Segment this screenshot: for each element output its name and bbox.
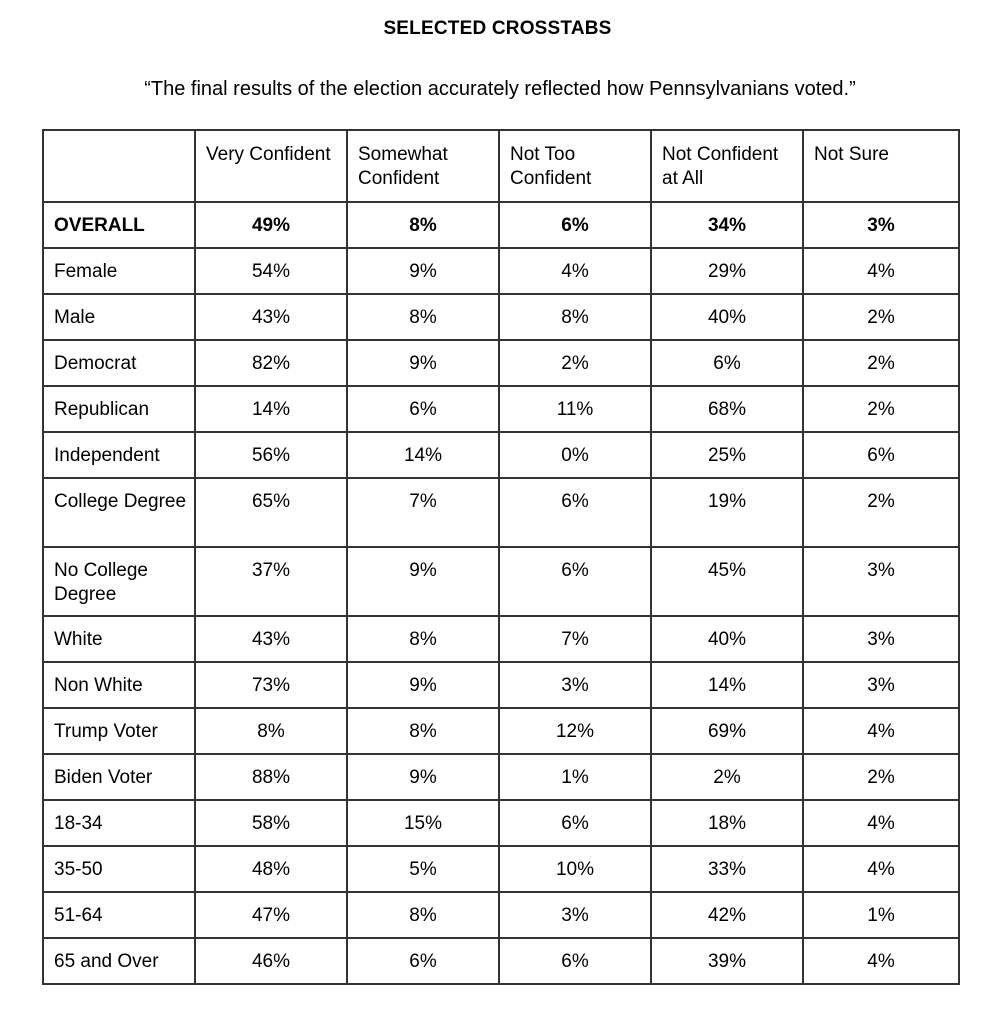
table-cell: 4% bbox=[803, 938, 959, 984]
table-cell: 82% bbox=[195, 340, 347, 386]
table-cell: 6% bbox=[499, 202, 651, 248]
row-label: Trump Voter bbox=[43, 708, 195, 754]
table-cell: 0% bbox=[499, 432, 651, 478]
table-row bbox=[43, 708, 959, 754]
table-row bbox=[43, 846, 959, 892]
table-cell: 6% bbox=[347, 386, 499, 432]
table-cell: 37% bbox=[195, 547, 347, 616]
table-cell: 9% bbox=[347, 248, 499, 294]
crosstab-body bbox=[43, 202, 959, 984]
table-cell: 8% bbox=[499, 294, 651, 340]
table-cell: 43% bbox=[195, 294, 347, 340]
header-cell-blank bbox=[43, 130, 195, 202]
table-cell: 2% bbox=[499, 340, 651, 386]
table-cell: 1% bbox=[803, 892, 959, 938]
table-cell: 34% bbox=[651, 202, 803, 248]
table-row bbox=[43, 432, 959, 478]
table-cell: 2% bbox=[651, 754, 803, 800]
table-cell: 42% bbox=[651, 892, 803, 938]
table-cell: 3% bbox=[803, 547, 959, 616]
table-cell: 6% bbox=[499, 800, 651, 846]
header-row bbox=[43, 130, 959, 202]
table-row bbox=[43, 616, 959, 662]
row-label: 35-50 bbox=[43, 846, 195, 892]
table-cell: 2% bbox=[803, 478, 959, 547]
row-label: Republican bbox=[43, 386, 195, 432]
table-cell: 9% bbox=[347, 340, 499, 386]
row-label: No College Degree bbox=[43, 547, 195, 616]
row-label: College Degree bbox=[43, 478, 195, 547]
table-cell: 11% bbox=[499, 386, 651, 432]
page-title: SELECTED CROSSTABS bbox=[383, 18, 612, 39]
table-cell: 65% bbox=[195, 478, 347, 547]
table-cell: 25% bbox=[651, 432, 803, 478]
table-cell: 73% bbox=[195, 662, 347, 708]
table-cell: 10% bbox=[499, 846, 651, 892]
table-cell: 4% bbox=[803, 708, 959, 754]
header-cell-very-confident: Very Confident bbox=[195, 130, 347, 202]
table-cell: 6% bbox=[499, 478, 651, 547]
table-cell: 9% bbox=[347, 754, 499, 800]
table-cell: 8% bbox=[347, 294, 499, 340]
crosstab-table bbox=[42, 129, 960, 985]
table-cell: 6% bbox=[347, 938, 499, 984]
table-row bbox=[43, 478, 959, 547]
table-cell: 3% bbox=[499, 662, 651, 708]
table-row bbox=[43, 547, 959, 616]
table-cell: 14% bbox=[347, 432, 499, 478]
table-cell: 6% bbox=[499, 938, 651, 984]
row-label: 51-64 bbox=[43, 892, 195, 938]
table-cell: 40% bbox=[651, 616, 803, 662]
table-cell: 8% bbox=[347, 892, 499, 938]
row-label: Non White bbox=[43, 662, 195, 708]
table-row bbox=[43, 294, 959, 340]
table-cell: 8% bbox=[347, 202, 499, 248]
table-cell: 8% bbox=[347, 708, 499, 754]
table-cell: 47% bbox=[195, 892, 347, 938]
table-cell: 6% bbox=[803, 432, 959, 478]
row-label: Biden Voter bbox=[43, 754, 195, 800]
table-cell: 14% bbox=[195, 386, 347, 432]
table-cell: 3% bbox=[803, 202, 959, 248]
table-cell: 19% bbox=[651, 478, 803, 547]
table-cell: 49% bbox=[195, 202, 347, 248]
table-cell: 29% bbox=[651, 248, 803, 294]
row-label: Male bbox=[43, 294, 195, 340]
table-row bbox=[43, 892, 959, 938]
table-cell: 18% bbox=[651, 800, 803, 846]
table-cell: 2% bbox=[803, 294, 959, 340]
table-cell: 68% bbox=[651, 386, 803, 432]
table-cell: 4% bbox=[803, 248, 959, 294]
table-row bbox=[43, 248, 959, 294]
row-label: Independent bbox=[43, 432, 195, 478]
row-label: 65 and Over bbox=[43, 938, 195, 984]
table-cell: 33% bbox=[651, 846, 803, 892]
table-cell: 15% bbox=[347, 800, 499, 846]
table-cell: 2% bbox=[803, 340, 959, 386]
row-label: Democrat bbox=[43, 340, 195, 386]
table-cell: 58% bbox=[195, 800, 347, 846]
table-cell: 3% bbox=[803, 616, 959, 662]
table-cell: 39% bbox=[651, 938, 803, 984]
table-cell: 69% bbox=[651, 708, 803, 754]
table-cell: 6% bbox=[651, 340, 803, 386]
table-cell: 3% bbox=[803, 662, 959, 708]
table-row bbox=[43, 386, 959, 432]
table-cell: 7% bbox=[347, 478, 499, 547]
table-cell: 3% bbox=[499, 892, 651, 938]
row-label: 18-34 bbox=[43, 800, 195, 846]
header-cell-not-confident-at-all: Not Confident at All bbox=[651, 130, 803, 202]
table-cell: 40% bbox=[651, 294, 803, 340]
question-text: “The final results of the election accurately reflected how Pennsylvanians voted.” bbox=[144, 78, 856, 100]
table-cell: 43% bbox=[195, 616, 347, 662]
table-cell: 54% bbox=[195, 248, 347, 294]
table-cell: 88% bbox=[195, 754, 347, 800]
table-cell: 4% bbox=[803, 800, 959, 846]
table-cell: 12% bbox=[499, 708, 651, 754]
table-row bbox=[43, 800, 959, 846]
row-label: Female bbox=[43, 248, 195, 294]
table-cell: 56% bbox=[195, 432, 347, 478]
table-cell: 46% bbox=[195, 938, 347, 984]
table-cell: 9% bbox=[347, 662, 499, 708]
table-row bbox=[43, 340, 959, 386]
table-row bbox=[43, 202, 959, 248]
table-cell: 8% bbox=[195, 708, 347, 754]
table-cell: 8% bbox=[347, 616, 499, 662]
row-label: OVERALL bbox=[43, 202, 195, 248]
table-cell: 9% bbox=[347, 547, 499, 616]
table-cell: 14% bbox=[651, 662, 803, 708]
header-cell-not-too-confident: Not Too Confident bbox=[499, 130, 651, 202]
table-cell: 2% bbox=[803, 386, 959, 432]
table-cell: 7% bbox=[499, 616, 651, 662]
table-cell: 4% bbox=[499, 248, 651, 294]
header-cell-somewhat-confident: Somewhat Confident bbox=[347, 130, 499, 202]
header-cell-not-sure: Not Sure bbox=[803, 130, 959, 202]
row-label: White bbox=[43, 616, 195, 662]
table-cell: 45% bbox=[651, 547, 803, 616]
table-cell: 4% bbox=[803, 846, 959, 892]
table-cell: 6% bbox=[499, 547, 651, 616]
table-row bbox=[43, 938, 959, 984]
table-cell: 48% bbox=[195, 846, 347, 892]
table-cell: 1% bbox=[499, 754, 651, 800]
table-row bbox=[43, 754, 959, 800]
table-row bbox=[43, 662, 959, 708]
table-cell: 5% bbox=[347, 846, 499, 892]
table-cell: 2% bbox=[803, 754, 959, 800]
